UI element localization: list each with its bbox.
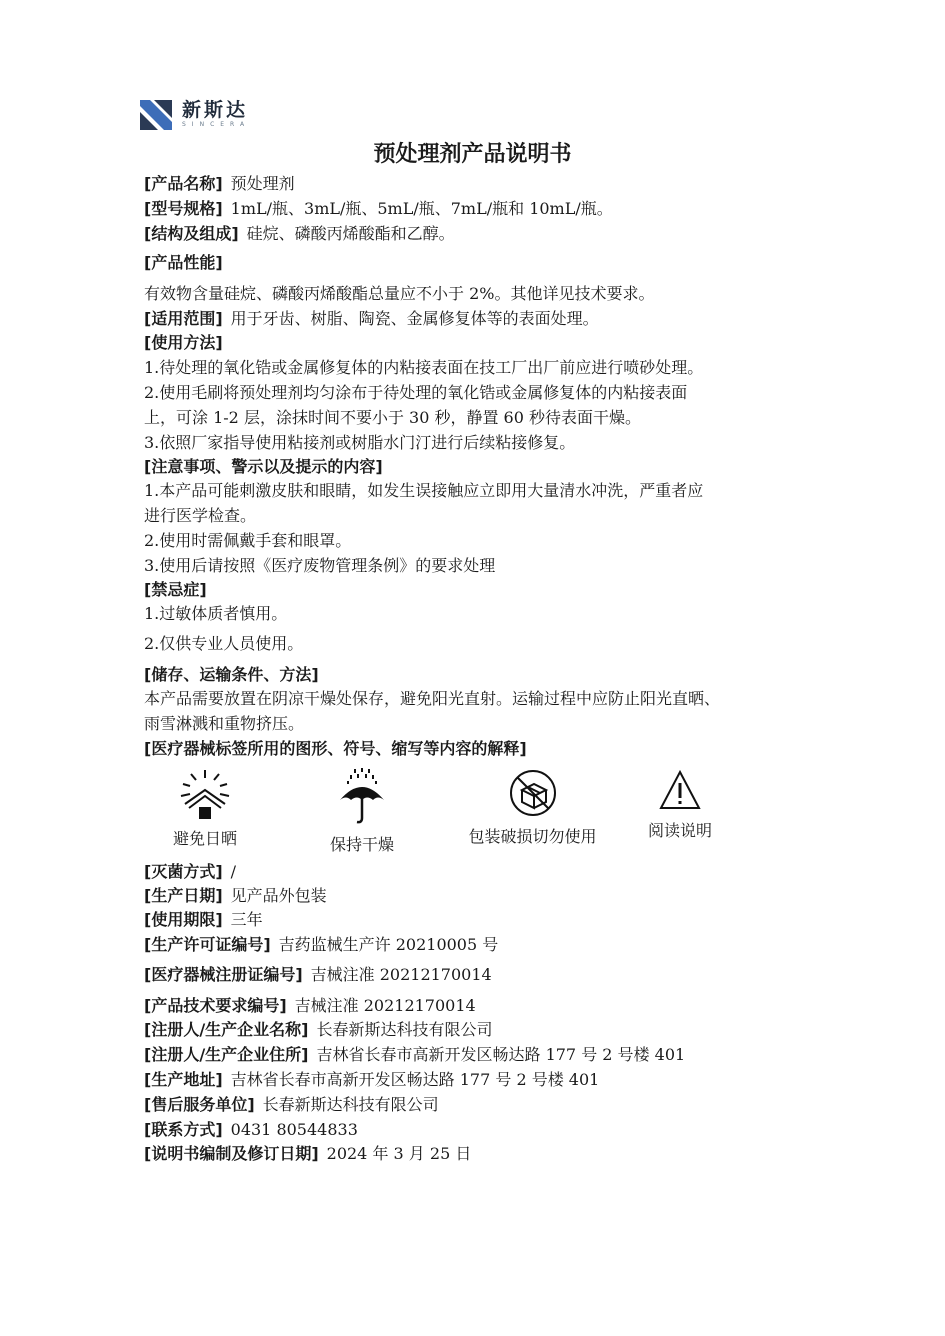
product-name-label: [产品名称]	[144, 174, 223, 193]
symbol-caption: 包装破损切勿使用	[468, 827, 597, 846]
registrant-address-value: 吉林省长春市高新开发区畅达路 177 号 2 号楼 401	[316, 1045, 686, 1064]
performance-heading: [产品性能]	[144, 253, 223, 272]
license-label: [生产许可证编号]	[144, 935, 271, 954]
company-logo	[140, 100, 250, 134]
tech-req-value: 吉械注准 20212170014	[294, 996, 476, 1015]
registrant-name-label: [注册人/生产企业名称]	[144, 1020, 309, 1039]
warnings-item: 1.本产品可能刺激皮肤和眼睛，如发生误接触应立即用大量清水冲洗，严重者应	[144, 481, 704, 500]
product-name-value: 预处理剂	[230, 174, 295, 193]
registrant-address-row	[144, 1043, 814, 1067]
symbol-caption: 阅读说明	[647, 821, 712, 840]
registration-label: [医疗器械注册证编号]	[144, 965, 303, 984]
symbol-caption: 避免日晒	[172, 829, 237, 848]
production-date-row	[144, 884, 814, 908]
usage-heading: [使用方法]	[144, 333, 223, 352]
usage-item: 2.使用毛刷将预处理剂均匀涂布于待处理的氧化锆或金属修复体的内粘接表面	[144, 383, 688, 402]
scope-row	[144, 307, 814, 331]
license-value: 吉药监械生产许 20210005 号	[278, 935, 499, 954]
consult-instructions-icon	[658, 768, 702, 812]
tech-req-row	[144, 994, 814, 1018]
model-value: 1mL/瓶、3mL/瓶、5mL/瓶、7mL/瓶和 10mL/瓶。	[230, 199, 613, 218]
registration-row	[144, 963, 814, 987]
warnings-heading: [注意事项、警示以及提示的内容]	[144, 457, 383, 476]
symbol-item	[450, 768, 615, 848]
sterilization-value: /	[230, 862, 237, 881]
scope-label: [适用范围]	[144, 309, 223, 328]
contact-row	[144, 1118, 814, 1142]
sterilization-row	[144, 860, 814, 884]
logo-name-cn: 新斯达	[182, 99, 249, 121]
sterilization-label: [灭菌方式]	[144, 862, 223, 881]
composition-row	[144, 222, 814, 246]
keep-away-from-sunlight-icon	[177, 768, 233, 820]
production-date-value: 见产品外包装	[230, 886, 327, 905]
logo-name-en: SINCERA	[182, 121, 251, 128]
symbol-item	[145, 768, 265, 850]
product-name-row	[144, 172, 814, 196]
scope-value: 用于牙齿、树脂、陶瓷、金属修复体等的表面处理。	[230, 309, 599, 328]
composition-value: 硅烷、磷酸丙烯酸酯和乙醇。	[246, 224, 455, 243]
storage-item: 本产品需要放置在阴凉干燥处保存，避免阳光直射。运输过程中应防止阳光直晒、	[144, 689, 721, 708]
shelf-life-label: [使用期限]	[144, 910, 223, 929]
after-sales-label: [售后服务单位]	[144, 1095, 255, 1114]
after-sales-value: 长春新斯达科技有限公司	[262, 1095, 439, 1114]
production-address-label: [生产地址]	[144, 1070, 223, 1089]
registration-value: 吉械注准 20212170014	[310, 965, 492, 984]
contraindications-heading: [禁忌症]	[144, 580, 207, 599]
contact-value: 0431 80544833	[230, 1120, 358, 1139]
contraindications-item: 2.仅供专业人员使用。	[144, 634, 304, 653]
keep-dry-icon	[337, 768, 387, 826]
warnings-item: 3.使用后请按照《医疗废物管理条例》的要求处理	[144, 556, 496, 575]
registrant-name-value: 长春新斯达科技有限公司	[316, 1020, 493, 1039]
logo-text	[182, 100, 250, 130]
revision-date-label: [说明书编制及修订日期]	[144, 1144, 319, 1163]
symbol-item	[302, 768, 422, 856]
after-sales-row	[144, 1093, 814, 1117]
model-label: [型号规格]	[144, 199, 223, 218]
symbol-caption: 保持干燥	[329, 835, 394, 854]
composition-label: [结构及组成]	[144, 224, 239, 243]
contact-label: [联系方式]	[144, 1120, 223, 1139]
storage-heading: [储存、运输条件、方法]	[144, 665, 319, 684]
revision-date-row	[144, 1142, 814, 1166]
symbol-item	[620, 768, 740, 842]
tech-req-label: [产品技术要求编号]	[144, 996, 287, 1015]
registrant-name-row	[144, 1018, 814, 1042]
usage-item: 上，可涂 1-2 层，涂抹时间不要小于 30 秒，静置 60 秒待表面干燥。	[144, 408, 642, 427]
usage-item: 1.待处理的氧化锆或金属修复体的内粘接表面在技工厂出厂前应进行喷砂处理。	[144, 358, 704, 377]
storage-item: 雨雪淋溅和重物挤压。	[144, 714, 305, 733]
production-date-label: [生产日期]	[144, 886, 223, 905]
model-row	[144, 197, 814, 221]
logo-mark-icon	[140, 100, 172, 130]
registrant-address-label: [注册人/生产企业住所]	[144, 1045, 309, 1064]
document-title: 预处理剂产品说明书	[373, 142, 572, 167]
production-address-value: 吉林省长春市高新开发区畅达路 177 号 2 号楼 401	[230, 1070, 600, 1089]
contraindications-item: 1.过敏体质者慎用。	[144, 604, 288, 623]
symbols-heading: [医疗器械标签所用的图形、符号、缩写等内容的解释]	[144, 739, 527, 758]
warnings-item: 进行医学检查。	[144, 506, 257, 525]
revision-date-value: 2024 年 3 月 25 日	[326, 1144, 472, 1163]
warnings-item: 2.使用时需佩戴手套和眼罩。	[144, 531, 352, 550]
performance-text: 有效物含量硅烷、磷酸丙烯酸酯总量应不小于 2%。其他详见技术要求。	[144, 284, 655, 303]
do-not-use-if-damaged-icon	[508, 768, 558, 818]
license-row	[144, 933, 814, 957]
shelf-life-row	[144, 908, 814, 932]
shelf-life-value: 三年	[230, 910, 263, 929]
usage-item: 3.依照厂家指导使用粘接剂或树脂水门汀进行后续粘接修复。	[144, 433, 576, 452]
symbols-row	[145, 768, 745, 858]
production-address-row	[144, 1068, 814, 1092]
